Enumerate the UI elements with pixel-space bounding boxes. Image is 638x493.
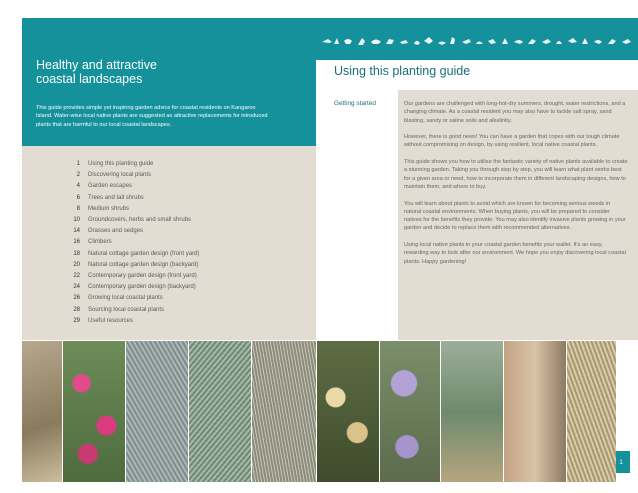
toc-label: Medium shrubs [88,205,130,212]
toc-item[interactable] [22,159,153,169]
toc-label: Garden escapes [88,183,133,190]
section-title: Using this planting guide [334,64,471,78]
photo-dry-grass [22,341,62,482]
toc-label: Climbers [88,239,112,246]
animal-band [316,18,638,60]
toc-page-number: 16 [73,239,80,246]
heading-line-2: coastal landscapes [36,72,143,86]
toc-label: Contemporary garden design (front yard) [88,273,197,279]
toc-item[interactable] [22,181,132,191]
toc-item[interactable] [22,293,163,303]
body-text [404,100,628,274]
toc-page-number: 22 [73,273,80,279]
toc-page-number: 6 [76,194,80,201]
toc-label: Groundcovers, herbs and small shrubs [88,217,192,223]
body-paragraph: However, there is good news! You can have a garden that copes with our tough climate without compromising on design, by using resilient, local native coastal plants. [404,134,620,149]
heading-line-1: Healthy and attractive [36,58,157,72]
photo-purple-daisy [380,341,440,482]
toc-label: Useful resources [88,317,134,324]
side-heading: Getting started [334,100,376,107]
toc-page-number: 24 [73,284,80,291]
intro-text: This guide provides simple yet inspiring garden advice for coastal residents on Kangaroo Island. Water-wise local native plants are suggested as attractive replacements for introduced plants that are harmful to our local coastal landscapes. [36,105,268,128]
toc-page-number: 14 [73,228,80,235]
toc-item[interactable] [22,316,133,326]
toc-page-number: 8 [76,205,80,212]
toc-page-number: 20 [73,261,80,268]
animal-silhouette-band-icon [316,18,638,60]
photo-pink-flowers [63,341,125,482]
toc-label: Using this planting guide [88,161,154,167]
toc-item[interactable] [22,237,112,247]
body-paragraph: This guide shows you how to utilise the fantastic variety of native plants available to create a stunning garden. Taking you through step by step, you will learn what plant works best for a given area or need, how to incorporate them in different landscaping designs, how to maintain them, and where to buy. [404,159,628,190]
photo-yellow-flowers [317,341,379,482]
toc-page-number: 10 [73,217,80,223]
photo-garden-wall [504,341,566,482]
toc-page-number: 2 [76,172,80,179]
toc-label: Natural cottage garden design (front yard) [88,250,200,257]
toc-label: Growing local coastal plants [88,295,163,302]
photo-tussock-grass [252,341,316,482]
photo-grass-tree [189,341,251,482]
page-heading [36,58,276,86]
toc-label: Contemporary garden design (backyard) [88,284,196,291]
toc-page-number: 26 [73,295,80,302]
table-of-contents [22,146,316,340]
hero-panel [22,18,316,146]
toc-page-number: 18 [73,250,80,257]
toc-label: Sourcing local coastal plants [88,306,165,313]
toc-page-number: 4 [76,183,80,190]
toc-item[interactable] [22,226,143,236]
toc-item[interactable] [22,170,151,180]
toc-page-number: 29 [73,317,80,324]
toc-page-number: 28 [73,306,80,313]
toc-label: Grasses and sedges [88,228,144,235]
toc-item[interactable] [22,271,197,281]
toc-item[interactable] [22,249,199,259]
toc-page-number: 1 [76,161,80,167]
page-number: 1 [612,451,630,473]
body-paragraph: You will learn about plants to avoid which are known for becoming serious weeds in natural coastal environments. When buying plants, you will be prepared to consider natives for the benefits they provide. You may also identify invasive plants growing in your garden and decide to replace them with recommended alternatives. [404,200,626,232]
toc-label: Discovering local plants [88,172,152,179]
photo-strip [22,341,638,482]
toc-item[interactable] [22,215,191,225]
photo-garden-path [441,341,503,482]
toc-item[interactable] [22,305,164,315]
toc-item[interactable] [22,260,198,270]
toc-item[interactable] [22,204,129,214]
toc-label: Trees and tall shrubs [88,194,144,201]
toc-item[interactable] [22,282,196,292]
body-paragraph: Using local native plants in your coastal garden benefits your wallet. It's an easy, rewarding way to look after our environment. We hope you enjoy discovering local coastal plants. Happy gardening! [404,242,626,265]
body-paragraph: Our gardens are challenged with long-hot-dry summers, drought, water restrictions, and a changing climate. As a coastal resident you may also have to tackle salt spray, sand blasting, sandy or saline soils and alkalinity. [404,101,626,124]
toc-label: Natural cottage garden design (backyard) [88,261,199,268]
photo-spiky-plant [126,341,188,482]
photo-wheat-grass [567,341,616,482]
toc-item[interactable] [22,193,144,203]
